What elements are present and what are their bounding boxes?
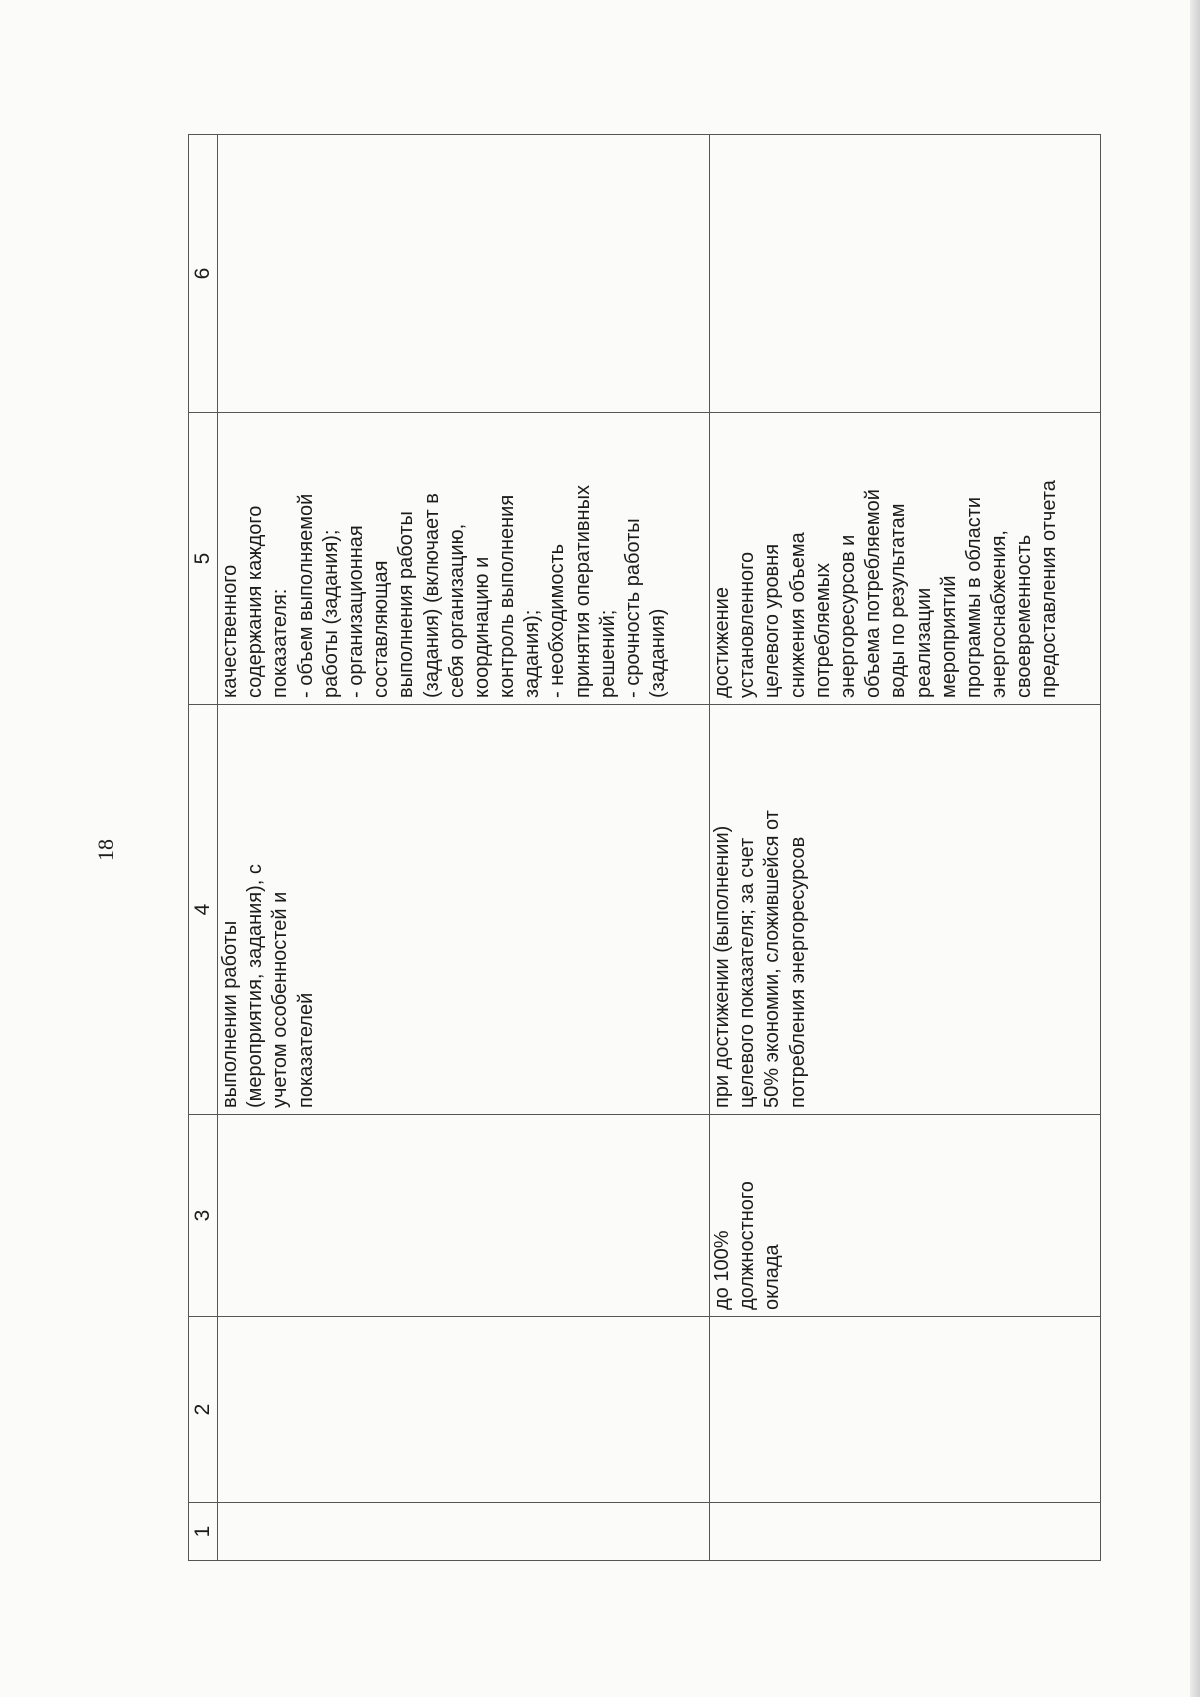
column-header-6: 6 — [189, 135, 218, 413]
cell-amount — [218, 1115, 710, 1317]
cell-name — [218, 1317, 710, 1503]
cell-conditions: выполнении работы (мероприятия, задания), с учетом особенностей и показателей — [218, 705, 710, 1115]
rotated-table-wrapper — [188, 135, 1099, 1561]
cell-notes — [710, 135, 1101, 413]
column-header-3: 3 — [189, 1115, 218, 1317]
cell-criteria: достижение установленного целевого уровня снижения объема потребляемых энергоресурсов и объема потребляемой воды по результатам реализации мероприятий программы в области энергоснабжения, своевременность предоставления отчета — [710, 413, 1101, 705]
cell-name — [710, 1317, 1101, 1503]
table-row — [218, 135, 710, 1561]
cell-amount: до 100% должностного оклада — [710, 1115, 1101, 1317]
cell-conditions: при достижении (выполнении) целевого показателя; за счет 50% экономии, сложившейся от потребления энергоресурсов — [710, 705, 1101, 1115]
table-header-row — [189, 135, 218, 1561]
page-number: 18 — [93, 839, 118, 861]
column-header-5: 5 — [189, 413, 218, 705]
scan-edge — [1190, 0, 1200, 1697]
cell-criteria: качественного содержания каждого показателя: - объем выполняемой работы (задания); - организационная составляющая выполнения работы (задания) (включает в себя организацию, координацию и контроль выполнения задания); - необходимость принятия оперативных решений; - срочность работы (задания) — [218, 413, 710, 705]
column-header-1: 1 — [189, 1503, 218, 1561]
criteria-table — [188, 134, 1101, 1561]
column-header-2: 2 — [189, 1317, 218, 1503]
column-header-4: 4 — [189, 705, 218, 1115]
table-row — [710, 135, 1101, 1561]
cell-number — [218, 1503, 710, 1561]
cell-notes — [218, 135, 710, 413]
cell-number — [710, 1503, 1101, 1561]
